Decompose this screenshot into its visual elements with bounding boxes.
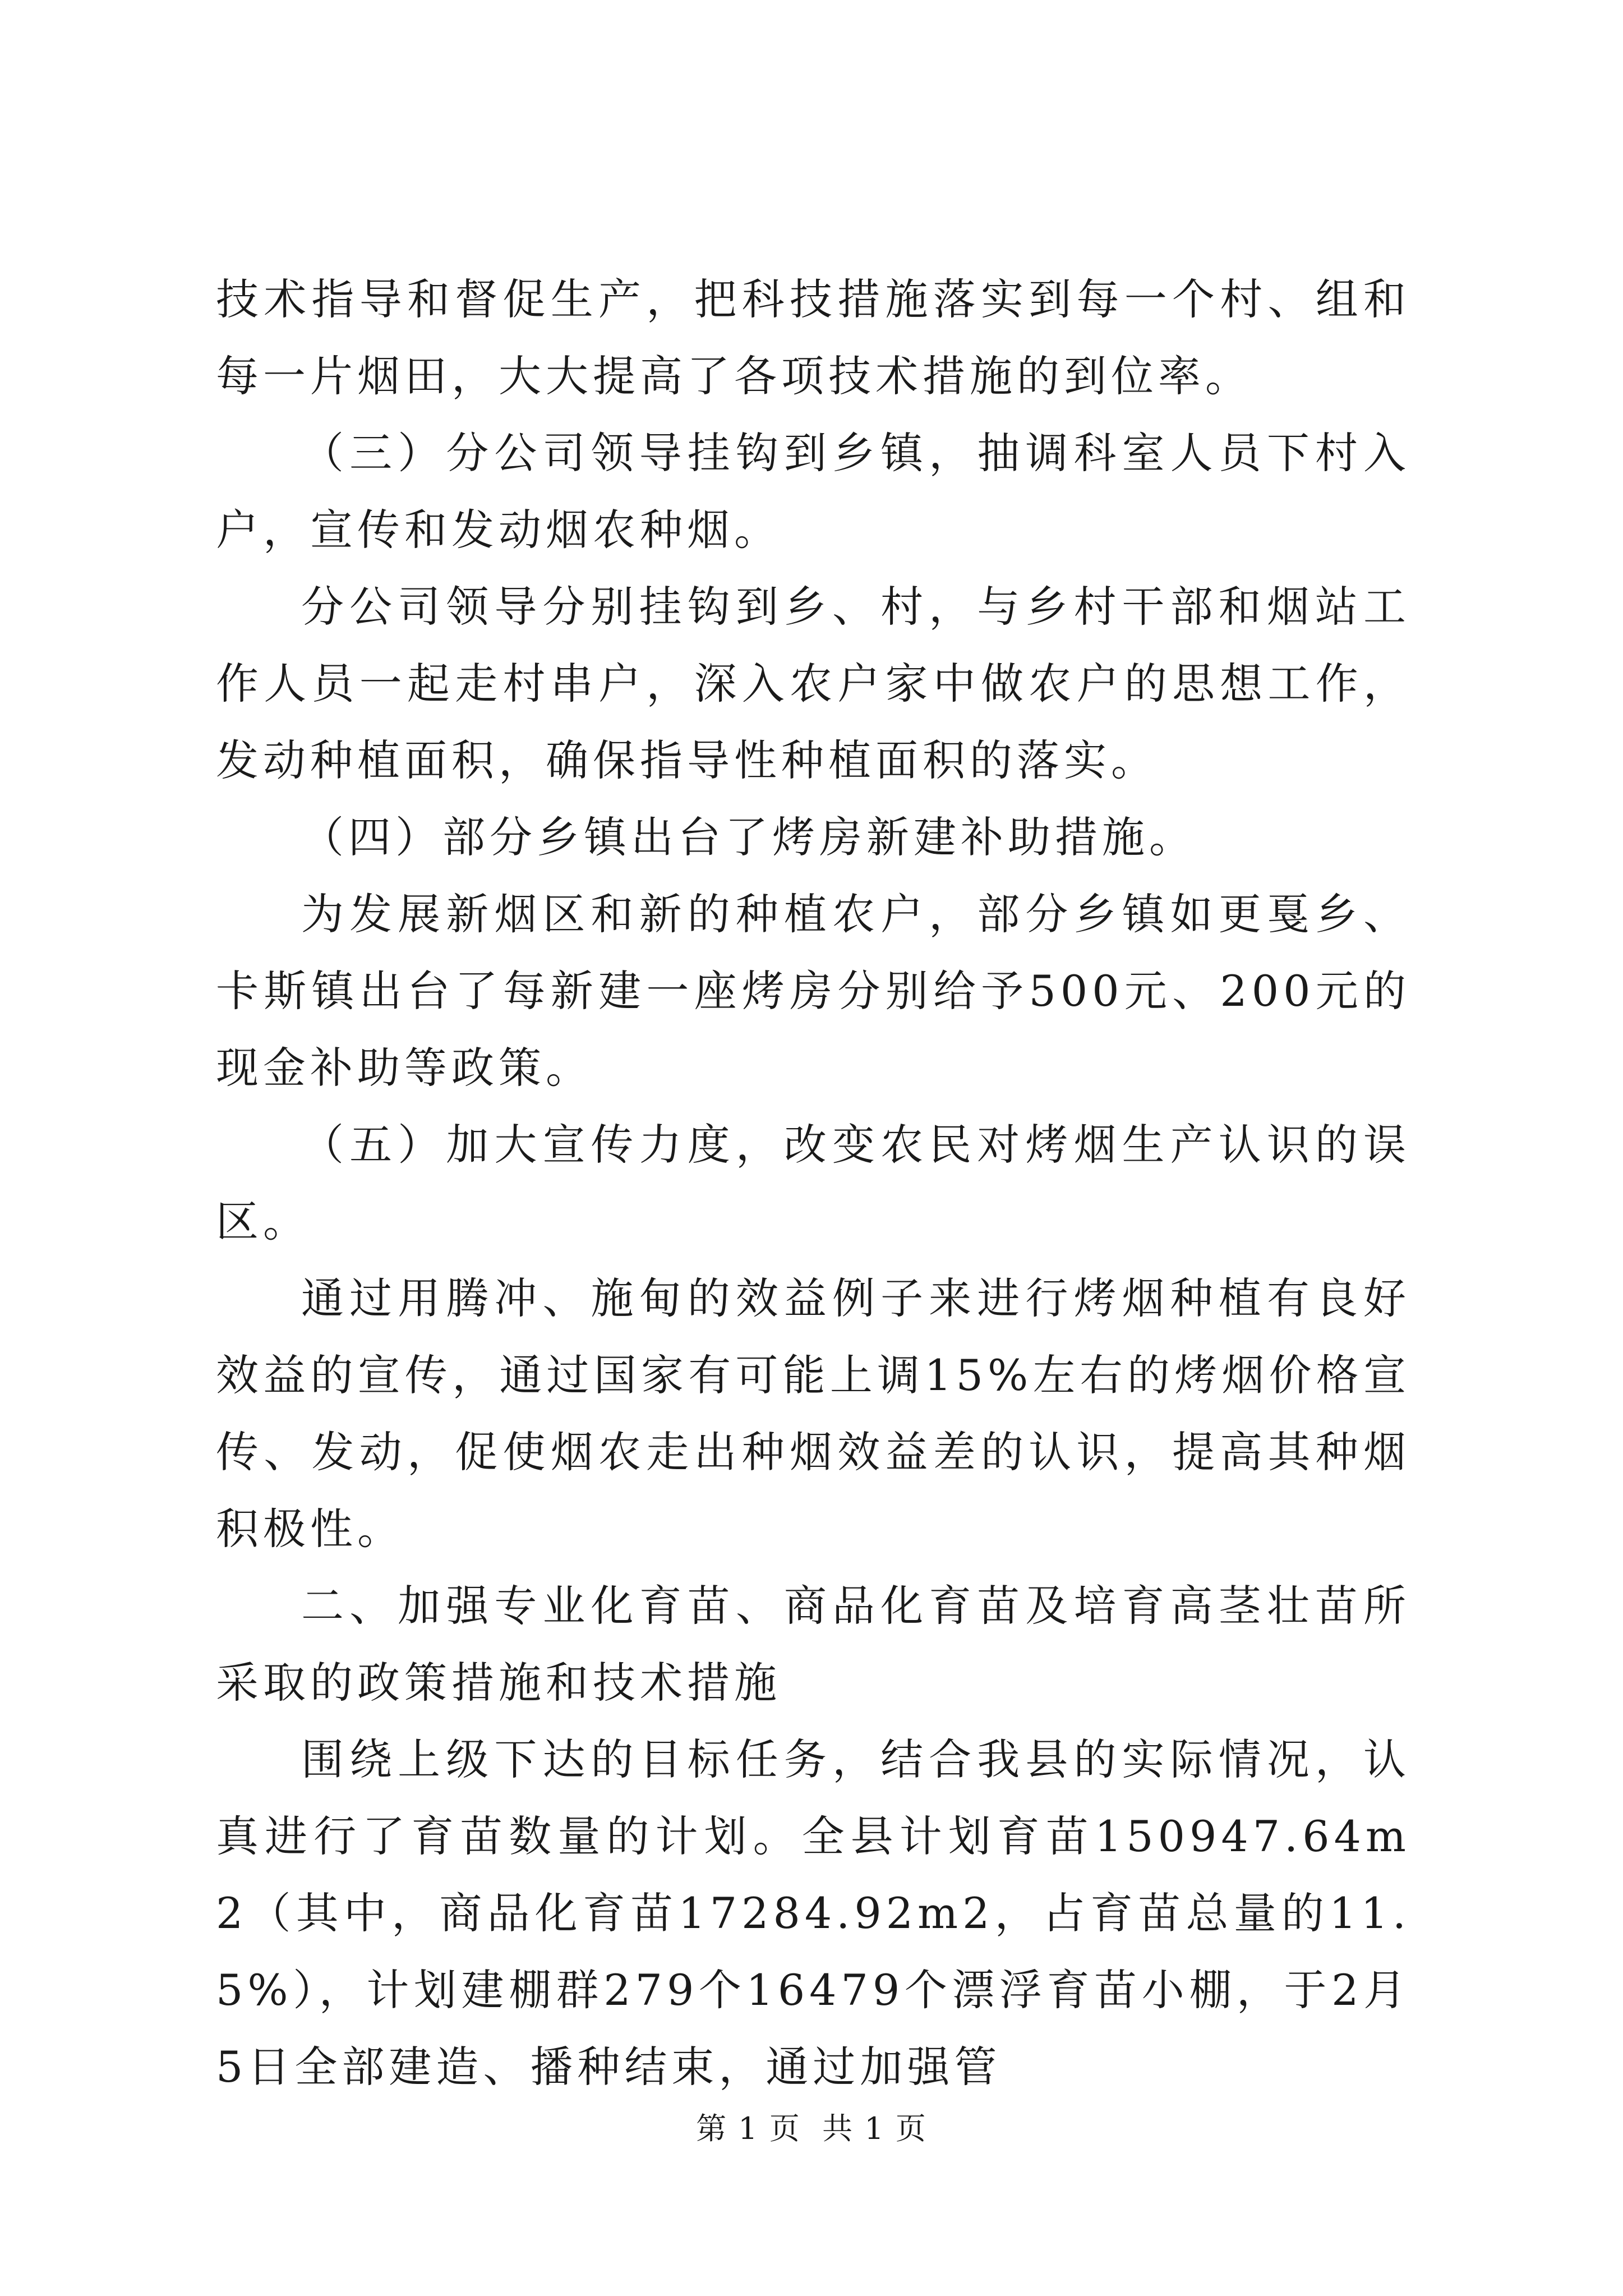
paragraph-6: （五）加大宣传力度，改变农民对烤烟生产认识的误区。	[216, 1120, 1410, 1246]
paragraph-4: （四）部分乡镇出台了烤房新建补助措施。	[301, 812, 1196, 862]
paragraph-5: 为发展新烟区和新的种植农户，部分乡镇如更戛乡、卡斯镇出台了每新建一座烤房分别给予500元、200元的现金补助等政策。	[216, 889, 1410, 1093]
paragraph-7: 通过用腾冲、施甸的效益例子来进行烤烟种植有良好效益的宣传，通过国家有可能上调15%左右的烤烟价格宣传、发动，促使烟农走出种烟效益差的认识，提高其种烟积极性。	[216, 1273, 1410, 1554]
document-body	[216, 261, 1410, 2105]
paragraph-9: 围绕上级下达的目标任务，结合我县的实际情况，认真进行了育苗数量的计划。全县计划育苗150947.64m2（其中，商品化育苗17284.92m2，占育苗总量的11.5%），计划建棚群279个16479个漂浮育苗小棚，于2月5日全部建造、播种结束，通过加强管	[216, 1734, 1410, 2092]
paragraph-3: 分公司领导分别挂钩到乡、村，与乡村干部和烟站工作人员一起走村串户，深入农户家中做农户的思想工作，发动种植面积，确保指导性种植面积的落实。	[216, 582, 1410, 785]
paragraph-1: 技术指导和督促生产，把科技措施落实到每一个村、组和每一片烟田，大大提高了各项技术措施的到位率。	[216, 274, 1410, 401]
page-number-label: 第 1 页 共 1 页	[696, 2111, 927, 2146]
paragraph-8: 二、加强专业化育苗、商品化育苗及培育高茎壮苗所采取的政策措施和技术措施	[216, 1581, 1410, 1708]
page-footer	[0, 2109, 1623, 2148]
paragraph-2: （三）分公司领导挂钩到乡镇，抽调科室人员下村入户，宣传和发动烟农种烟。	[216, 428, 1410, 555]
